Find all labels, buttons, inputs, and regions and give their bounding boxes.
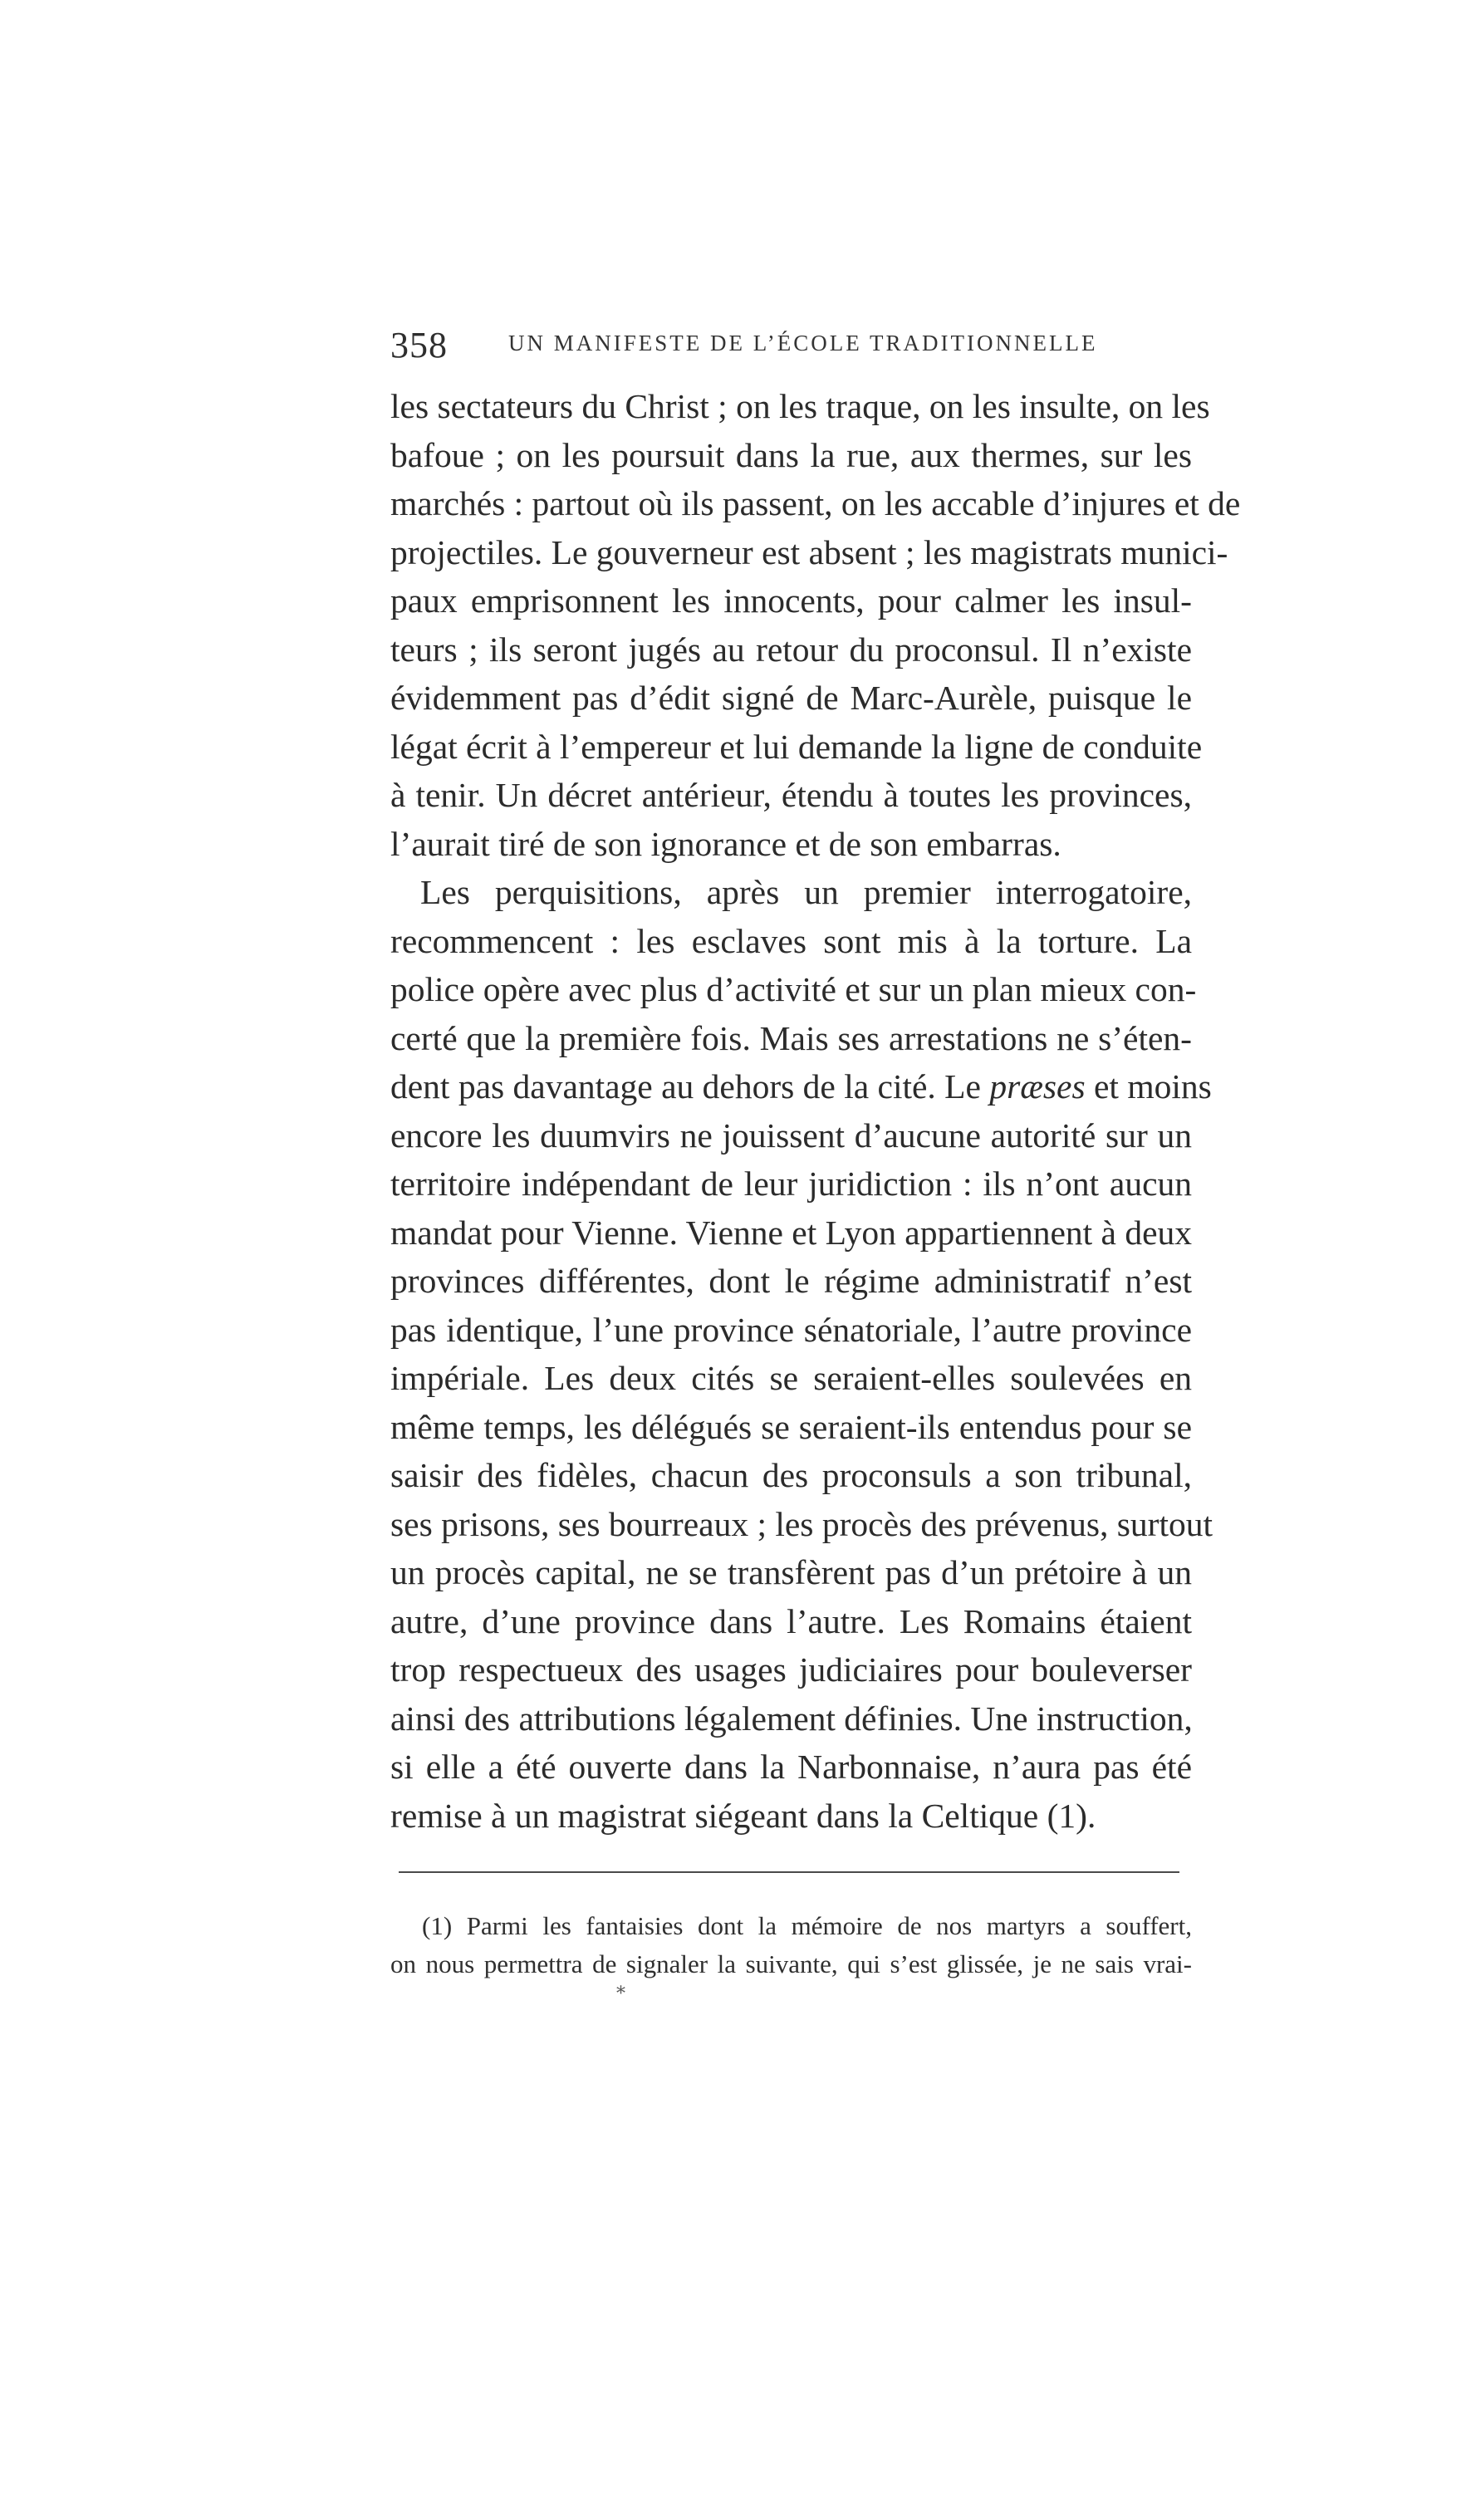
text-line: remise à un magistrat siégeant dans la Celtique (1). — [390, 1796, 1096, 1835]
footnote-line: (1) Parmi les fantaisies dont la mémoire de nos martyrs a souffert, — [422, 1911, 1192, 1940]
text-line: trop respectueux des usages judiciaires pour bouleverser — [390, 1650, 1192, 1689]
ink-speck: ⁎ — [616, 1977, 625, 1998]
text-line: bafoue ; on les poursuit dans la rue, aux thermes, sur les — [390, 435, 1192, 474]
text-line: provinces différentes, dont le régime administratif n’est — [390, 1262, 1192, 1300]
footnote — [390, 1907, 1192, 1983]
text-line: encore les duumvirs ne jouissent d’aucune autorité sur un — [390, 1115, 1192, 1155]
text-line: ainsi des attributions légalement définies. Une instruction, — [390, 1699, 1193, 1738]
text-line: l’aurait tiré de son ignorance et de son embarras. — [390, 824, 1061, 863]
text-line: pas identique, l’une province sénatoriale, l’autre province — [390, 1310, 1192, 1349]
footnote-line: on nous permettra de signaler la suivante, qui s’est glissée, je ne sais vrai- — [390, 1949, 1192, 1978]
text-line: ses prisons, ses bourreaux ; les procès des prévenus, surtout — [390, 1504, 1213, 1543]
text-line: certé que la première fois. Mais ses arrestations ne s’éten- — [390, 1018, 1192, 1057]
text-line: marchés : partout où ils passent, on les accable d’injures et de — [390, 484, 1241, 522]
running-head — [390, 324, 1188, 370]
text-line: territoire indépendant de leur juridiction : ils n’ont aucun — [390, 1164, 1192, 1203]
text-line: même temps, les délégués se seraient-ils entendus pour se — [390, 1407, 1192, 1446]
text-line: les sectateurs du Christ ; on les traque, on les insulte, on les — [390, 387, 1210, 425]
text-line: à tenir. Un décret antérieur, étendu à toutes les provinces, — [390, 776, 1192, 814]
text-line: un procès capital, ne se transfèrent pas d’un prétoire à un — [390, 1553, 1192, 1591]
text-line: paux emprisonnent les innocents, pour calmer les insul- — [390, 581, 1192, 620]
body-text — [390, 382, 1241, 1840]
footnote-rule — [399, 1871, 1179, 1873]
running-title: UN MANIFESTE DE L’ÉCOLE TRADITIONNELLE — [508, 331, 1098, 355]
text-line-with-italic — [390, 1062, 1212, 1111]
page-number: 358 — [390, 325, 448, 365]
text-line: légat écrit à l’empereur et lui demande la ligne de conduite — [390, 727, 1203, 766]
text-line: projectiles. Le gouverneur est absent ; les magistrats munici- — [390, 532, 1228, 571]
italic-word: præses — [989, 1067, 1086, 1106]
text-line: Les perquisitions, après un premier interrogatoire, — [420, 873, 1192, 911]
text-line: mandat pour Vienne. Vienne et Lyon appartiennent à deux — [390, 1213, 1192, 1252]
text-fragment: et moins — [1085, 1067, 1212, 1106]
text-line: si elle a été ouverte dans la Narbonnaise, n’aura pas été — [390, 1748, 1192, 1786]
text-line: évidemment pas d’édit signé de Marc-Aurèle, puisque le — [390, 679, 1192, 717]
text-line: impériale. Les deux cités se seraient-elles soulevées en — [390, 1359, 1192, 1397]
text-line: saisir des fidèles, chacun des proconsuls a son tribunal, — [390, 1456, 1192, 1494]
text-line: teurs ; ils seront jugés au retour du proconsul. Il n’existe — [390, 630, 1192, 669]
text-line: police opère avec plus d’activité et sur un plan mieux con- — [390, 970, 1197, 1008]
text-line: recommencent : les esclaves sont mis à la torture. La — [390, 921, 1192, 960]
text-fragment: dent pas davantage au dehors de la cité. Le — [390, 1067, 981, 1106]
text-line: autre, d’une province dans l’autre. Les Romains étaient — [390, 1601, 1192, 1640]
